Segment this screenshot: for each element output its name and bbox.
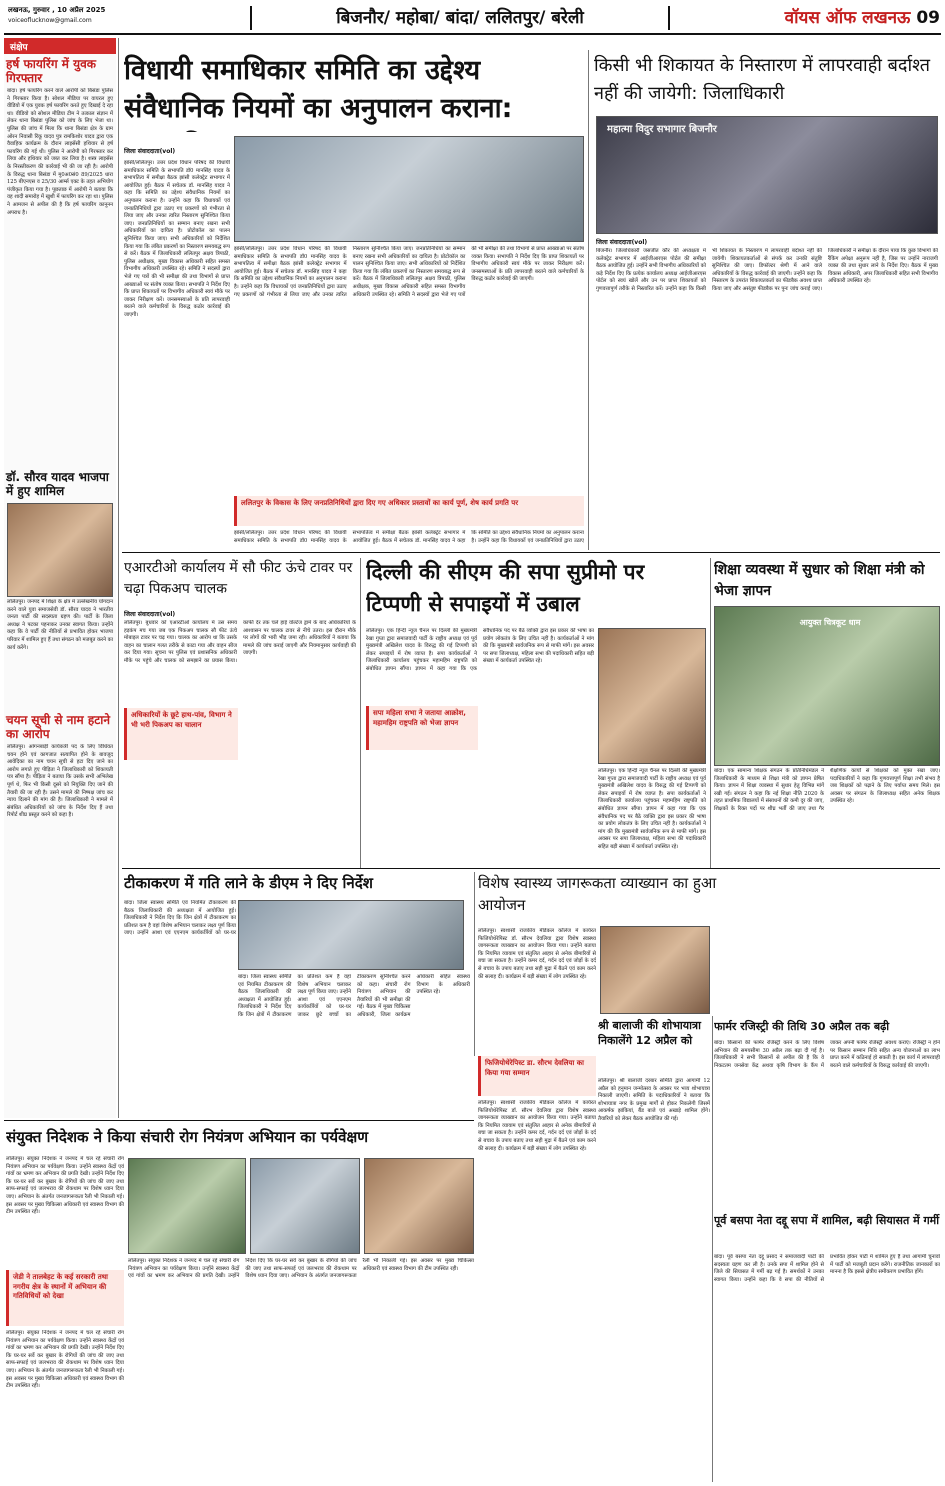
a11-body-lower: ललितपुर। संयुक्त निदेशक ने जनपद में चल रहे संचारी रोग नियंत्रण अभियान का पर्यवेक्षण किया। उन्होंने स्वास्थ्य केंद्रों एवं गांवों का भ्रमण कर अभियान की प्रगति देखी। उन्होंने निर्देश दिए कि घर-घर सर्वे कर बुखार के रोगियों की जांच की जाए तथा साफ-सफाई एवं जलभराव की रोकथाम पर विशेष ध्यान दिया जाए। अभियान के अंतर्गत जनजागरूकता रैली भी निकाली गई। इस अवसर पर मुख्य चिकित्सा अधिकारी एवं स्वास्थ्य विभाग की टीम उपस्थित रही। xyxy=(6,1330,124,1390)
a1-body-left: झांसी/ललितपुर। उत्तर प्रदेश विधान परिषद की विधायी समाधिकार समिति के सभापति डॉ0 मानसिंह यादव के सभापतित्व में समीक्षा बैठक झांसी कलेक्ट्रेट सभागार में आयोजित हुई। बैठक में सचेतक डॉ. मानसिंह यादव ने कहा कि समिति का उद्देश्य संवैधानिक नियमों का अनुपालन कराना है। उन्होंने कहा कि विधायकों एवं जनप्रतिनिधियों द्वारा उठाए गए प्रकरणों को गंभीरता से लिया जाए और उनका त्वरित निस्तारण सुनिश्चित किया जाए। जनप्रतिनिधियों का सम्मान बनाए रखना सभी अधिकारियों का दायित्व है। प्रोटोकॉल का पालन सुनिश्चित किया जाए। सभी अधिकारियों को निर्देशित किया गया कि लंबित प्रकरणों का निस्तारण समयबद्ध रूप से करें। बैठक में जिलाधिकारी ललितपुर अक्षय त्रिपाठी, पुलिस अधीक्षक, मुख्य विकास अधिकारी सहित समस्त विभागीय अधिकारी उपस्थित रहे। समिति ने सदस्यों द्वारा भेजे गए पत्रों की भी समीक्षा की तथा विभागों से प्राप्त आख्याओं पर संतोष व्यक्त किया। सभापति ने निर्देश दिए कि प्राप्त शिकायतों पर विभागीय अधिकारी स्वयं मौके पर जाकर निरीक्षण करें। जनसमस्याओं के प्रति लापरवाही बरतने वाले कर्मचारियों के विरुद्ध कठोर कार्रवाई की जाएगी। xyxy=(124,160,230,318)
a4-body: ललितपुर। एक हिन्दी न्यूज चैनल पर दिल्ली की मुख्यमंत्री रेखा गुप्ता द्वारा समाजवादी पार्टी के राष्ट्रीय अध्यक्ष एवं पूर्व मुख्यमंत्री अखिलेश यादव के विरुद्ध की गई टिप्पणी को लेकर सपाइयों में रोष व्याप्त है। सपा कार्यकर्ताओं ने जिलाधिकारी कार्यालय पहुंचकर महामहिम राष्ट्रपति को संबोधित ज्ञापन सौंपा। ज्ञापन में कहा गया कि एक संवैधानिक पद पर बैठे व्यक्ति द्वारा इस प्रकार की भाषा का प्रयोग लोकतंत्र के लिए उचित नहीं है। कार्यकर्ताओं ने मांग की कि मुख्यमंत्री सार्वजनिक रूप से माफी मांगें। इस अवसर पर सपा जिलाध्यक्ष, महिला सभा की पदाधिकारी सहित बड़ी संख्या में कार्यकर्ता उपस्थित रहे। xyxy=(366,628,594,672)
a11-photo-1 xyxy=(128,1158,246,1254)
a11-photo-2 xyxy=(250,1158,360,1254)
header-rule xyxy=(4,33,941,35)
header-districts: बिजनौर/ महोबा/ बांदा/ ललितपुर/ बरेली xyxy=(250,6,670,30)
a3-byline: जिला संवाददाता(vol) xyxy=(124,611,176,618)
a1-headline: विधायी समाधिकार समिति का उद्देश्य संवैधानिक नियमों का अनुपालन कराना: xyxy=(124,55,513,124)
a11-body-left: ललितपुर। संयुक्त निदेशक ने जनपद में चल रहे संचारी रोग नियंत्रण अभियान का पर्यवेक्षण किया। उन्होंने स्वास्थ्य केंद्रों एवं गांवों का भ्रमण कर अभियान की प्रगति देखी। उन्होंने निर्देश दिए कि घर-घर सर्वे कर बुखार के रोगियों की जांच की जाए तथा साफ-सफाई एवं जलभराव की रोकथाम पर विशेष ध्यान दिया जाए। अभियान के अंतर्गत जनजागरूकता रैली भी निकाली गई। इस अवसर पर मुख्य चिकित्सा अधिकारी एवं स्वास्थ्य विभाग की टीम उपस्थित रही। xyxy=(6,1156,124,1216)
brief-3-headline: चयन सूची से नाम हटाने का आरोप xyxy=(6,713,111,741)
a6-photo xyxy=(238,900,464,970)
brief-1-body: बांदा। हर्ष फायरिंग करने वाले आरोपी को बिसंडा पुलिस ने गिरफ्तार किया है। सोशल मीडिया पर वायरल हुए वीडियो में एक युवक हर्ष फायरिंग करते हुए दिखाई दे रहा था। वीडियो को सोशल मीडिया टीम ने तत्काल संज्ञान में लेकर थाना बिसंडा पुलिस को जांच के लिए भेजा था। पुलिस की जांच में मिला कि थाना बिसंडा क्षेत्र के ग्राम ओरन निवासी रिंकू यादव पुत्र रामकिशोर यादव द्वारा एक वैवाहिक कार्यक्रम के दौरान लाइसेंसी हथियार से हर्ष फायरिंग की गई थी। पुलिस ने आरोपी को गिरफ्तार कर लिया और हथियार को जब्त कर लिया है। शस्त्र लाइसेंस के निरस्तीकरण की कार्रवाई भी की जा रही है। आरोपी के विरुद्ध थाना बिसंडा में मु0अ0सं0 89/2025 धारा 125 बीएनएस व 25/30 आर्म्स एक्ट के तहत अभियोग पंजीकृत किया गया है। पूछताछ में आरोपी ने बताया कि वह शादी समारोह में खुशी में फायरिंग कर रहा था। पुलिस ने आमजन से अपील की है कि हर्ष फायरिंग कानूनन अपराध है। xyxy=(7,88,113,216)
brief-1-headline: हर्ष फायरिंग में युवक गिरफ्तार xyxy=(6,57,96,85)
brief-2-headline: डॉ. सौरव यादव भाजपा में हुए शामिल xyxy=(6,470,109,498)
a11-headline: संयुक्त निदेशक ने किया संचारी रोग नियंत्रण अभियान का पर्यवेक्षण xyxy=(6,1128,369,1146)
right-divider xyxy=(712,1016,713,1482)
a3-pull-quote: अधिकारियों के छूटे हाथ-पांव, विभाग ने भी भरी पिकअप का चालान xyxy=(124,708,238,760)
a9-body: बांदा। किसानों की फार्मर रजिस्ट्री करने के लिए विशेष अभियान की समयसीमा 30 अप्रैल तक बढ़ा दी गई है। जिलाधिकारी ने सभी किसानों से अपील की है कि वे निकटतम जनसेवा केंद्र अथवा कृषि विभाग के कैंप में जाकर अपनी फार्मर रजिस्ट्री अवश्य कराएं। रजिस्ट्री न होने पर किसान सम्मान निधि सहित अन्य योजनाओं का लाभ प्राप्त करने में कठिनाई हो सकती है। इस कार्य में लापरवाही बरतने वाले कर्मचारियों के विरुद्ध कार्रवाई की जाएगी। xyxy=(714,1040,940,1069)
a1-photo xyxy=(234,136,584,242)
a9-headline: फार्मर रजिस्ट्री की तिथि 30 अप्रैल तक बढ़ी xyxy=(714,1020,890,1033)
row-rule-2 xyxy=(122,868,940,869)
a4-pull-quote: सपा महिला सभा ने जताया आक्रोश, महामहिम राष्ट्रपति को भेजा ज्ञापन xyxy=(366,706,478,750)
a8-headline: श्री बालाजी की शोभायात्रा निकालेंगे 12 अप्रैल को xyxy=(598,1019,701,1047)
a6-headline: टीकाकरण में गति लाने के डीएम ने दिए निर्देश xyxy=(124,874,373,892)
a1-body-lower: झांसी/ललितपुर। उत्तर प्रदेश विधान परिषद की विधायी समाधिकार समिति के सभापति डॉ0 मानसिंह यादव के सभापतित्व में समीक्षा बैठक झांसी कलेक्ट्रेट सभागार में आयोजित हुई। बैठक में सचेतक डॉ. मानसिंह यादव ने कहा कि समिति का उद्देश्य संवैधानिक नियमों का अनुपालन कराना है। उन्होंने कहा कि विधायकों एवं जनप्रतिनिधियों द्वारा उठाए xyxy=(234,530,584,544)
masthead-title: वॉयस ऑफ लखनऊ xyxy=(784,8,911,28)
a2-body: बिजनौर। जिलाधिकारी जसजीत कौर की अध्यक्षता में कलेक्ट्रेट सभागार में आईजीआरएस पोर्टल की समीक्षा बैठक आयोजित हुई। उन्होंने सभी विभागीय अधिकारियों को कड़े निर्देश दिए कि प्रत्येक कार्यालय अध्यक्ष आईजीआरएस पोर्टल को स्वयं खोलें और उन पर प्राप्त शिकायतों को गुणवत्तापूर्ण तरीके से निस्तारित करें। उन्होंने कहा कि किसी भी शिकायत के निस्तारण में लापरवाही बर्दाश्त नहीं की जायेगी। शिकायतकर्ताओं से संपर्क कर उनकी संतुष्टि सुनिश्चित की जाए। डिफॉल्टर श्रेणी में आने वाले अधिकारियों के विरुद्ध कार्रवाई की जाएगी। उन्होंने कहा कि निस्तारण के उपरांत शिकायतकर्ता का फीडबैक अवश्य प्राप्त किया जाए और असंतुष्ट फीडबैक पर पुनः जांच कराई जाए। जिलाधिकारी ने समीक्षा के दौरान पाया कि कुछ विभागों की रैंकिंग अपेक्षा अनुरूप नहीं है, जिस पर उन्होंने नाराजगी व्यक्त की तथा सुधार लाने के निर्देश दिए। बैठक में मुख्य विकास अधिकारी, अपर जिलाधिकारी सहित सभी विभागीय अधिकारी उपस्थित रहे। xyxy=(596,248,938,292)
header-email: voiceoflucknow@gmail.com xyxy=(8,17,92,24)
a4-photo xyxy=(598,628,706,764)
a4-headline: दिल्ली की सीएम की सपा सुप्रीमो पर टिप्पणी से सपाइयों में उबाल xyxy=(366,560,645,616)
a2-headline: किसी भी शिकायत के निस्तारण में लापरवाही बर्दाश्त नहीं की जायेगी: जिलाधिकारी xyxy=(594,55,931,104)
a4-body-side: ललितपुर। एक हिन्दी न्यूज चैनल पर दिल्ली की मुख्यमंत्री रेखा गुप्ता द्वारा समाजवादी पार्टी के राष्ट्रीय अध्यक्ष एवं पूर्व मुख्यमंत्री अखिलेश यादव के विरुद्ध की गई टिप्पणी को लेकर सपाइयों में रोष व्याप्त है। सपा कार्यकर्ताओं ने जिलाधिकारी कार्यालय पहुंचकर महामहिम राष्ट्रपति को संबोधित ज्ञापन सौंपा। ज्ञापन में कहा गया कि एक संवैधानिक पद पर बैठे व्यक्ति द्वारा इस प्रकार की भाषा का प्रयोग लोकतंत्र के लिए उचित नहीं है। कार्यकर्ताओं ने मांग की कि मुख्यमंत्री सार्वजनिक रूप से माफी मांगें। इस अवसर पर सपा जिलाध्यक्ष, महिला सभा की पदाधिकारी सहित बड़ी संख्या में कार्यकर्ता उपस्थित रहे। xyxy=(598,768,706,850)
page-number: 09 xyxy=(916,8,940,28)
a3-headline: एआरटीओ कार्यालय में सौ फीट ऊंचे टावर पर चढ़ा पिकअप चालक xyxy=(124,560,353,597)
a2-byline: जिला संवाददाता(vol) xyxy=(596,239,648,246)
a11-pull-quote: जेडी ने तालबेहट के कई सरकारी तथा नगरीय क्षेत्र के स्थानों में अभियान की गतिविधियों को देखा xyxy=(6,1270,124,1326)
a6-body: बांदा। जिला स्वास्थ्य समिति एवं नियमित टीकाकरण की बैठक जिलाधिकारी की अध्यक्षता में आयोजित हुई। जिलाधिकारी ने निर्देश दिए कि जिन क्षेत्रों में टीकाकरण का प्रतिशत कम है वहां विशेष अभियान चलाकर लक्ष्य पूर्ण किया जाए। उन्होंने आशा एवं एएनएम कार्यकर्त्रियों को घर-घर जाकर छूटे बच्चों का टीकाकरण सुनिश्चित करने को कहा। संचारी रोग नियंत्रण अभियान की तैयारियों की भी समीक्षा की गई। बैठक में मुख्य चिकित्सा अधिकारी, जिला कार्यक्रम अधिकारी सहित स्वास्थ्य विभाग के अधिकारी उपस्थित रहे। xyxy=(238,974,470,1018)
sidebar-column xyxy=(4,38,116,1118)
a1-byline: जिला संवाददाता(vol) xyxy=(124,148,176,155)
a7-pull-quote: फिजियोथेरेपिस्ट डा. सौरभ देवलिया का किया गया सम्मान xyxy=(478,1056,596,1096)
brief-2-body: ललितपुर। जनपद में शिक्षा के क्षेत्र में उल्लेखनीय योगदान करने वाले युवा समाजसेवी डॉ. सौरव यादव ने भारतीय जनता पार्टी की सदस्यता ग्रहण की। पार्टी के जिला अध्यक्ष ने पटका पहनाकर उनका स्वागत किया। उन्होंने कहा कि वे पार्टी की नीतियों से प्रभावित होकर भाजपा परिवार में शामिल हुए हैं तथा संगठन को मजबूत करने का कार्य करेंगे। xyxy=(7,599,114,651)
brief-3-body: ललितपुर। आंगनबाड़ी कार्यकर्त्री पद के लिए विधिवत चयन होने एवं कागजात सत्यापित होने के बावजूद आवेदिका का नाम चयन सूची से हटा दिए जाने का आरोप लगाते हुए पीड़िता ने जिलाधिकारी को शिकायती पत्र सौंपा है। पीड़िता ने बताया कि उसके सभी अभिलेख पूर्ण थे, फिर भी किसी दूसरे को नियुक्ति दिए जाने की तैयारी की जा रही है। उसने मामले की निष्पक्ष जांच कर न्याय दिलाने की मांग की है। जिलाधिकारी ने मामले में संबंधित अधिकारियों को जांच के निर्देश दिए हैं तथा रिपोर्ट शीघ्र प्रस्तुत करने को कहा है। xyxy=(7,744,113,819)
a10-headline: पूर्व बसपा नेता दद्दू सपा में शामिल, बढ़ी सियासत में गर्मी xyxy=(714,1214,940,1227)
a1-body: झांसी/ललितपुर। उत्तर प्रदेश विधान परिषद की विधायी समाधिकार समिति के सभापति डॉ0 मानसिंह यादव के सभापतित्व में समीक्षा बैठक झांसी कलेक्ट्रेट सभागार में आयोजित हुई। बैठक में सचेतक डॉ. मानसिंह यादव ने कहा कि समिति का उद्देश्य संवैधानिक नियमों का अनुपालन कराना है। उन्होंने कहा कि विधायकों एवं जनप्रतिनिधियों द्वारा उठाए गए प्रकरणों को गंभीरता से लिया जाए और उनका त्वरित निस्तारण सुनिश्चित किया जाए। जनप्रतिनिधियों का सम्मान बनाए रखना सभी अधिकारियों का दायित्व है। प्रोटोकॉल का पालन सुनिश्चित किया जाए। सभी अधिकारियों को निर्देशित किया गया कि लंबित प्रकरणों का निस्तारण समयबद्ध रूप से करें। बैठक में जिलाधिकारी ललितपुर अक्षय त्रिपाठी, पुलिस अधीक्षक, मुख्य विकास अधिकारी सहित समस्त विभागीय अधिकारी उपस्थित रहे। समिति ने सदस्यों द्वारा भेजे गए पत्रों की भी समीक्षा की तथा विभागों से प्राप्त आख्याओं पर संतोष व्यक्त किया। सभापति ने निर्देश दिए कि प्राप्त शिकायतों पर विभागीय अधिकारी स्वयं मौके पर जाकर निरीक्षण करें। जनसमस्याओं के प्रति लापरवाही बरतने वाले कर्मचारियों के विरुद्ध कठोर कार्रवाई की जाएगी। xyxy=(234,246,584,298)
a7-body-lower: ललितपुर। स्वशासी राजकीय मेडिकल कॉलेज में कार्यरत फिजियोथेरेपिस्ट डॉ. सौरभ देवलिया द्वारा विशेष स्वास्थ्य जागरूकता व्याख्यान का आयोजन किया गया। उन्होंने बताया कि नियमित व्यायाम एवं संतुलित आहार से अनेक बीमारियों से बचा जा सकता है। उन्होंने कमर दर्द, गर्दन दर्द एवं जोड़ों के दर्द से बचाव के उपाय बताए तथा सही मुद्रा में बैठने एवं काम करने की सलाह दी। कार्यक्रम में बड़ी संख्या में लोग उपस्थित रहे। xyxy=(478,1100,596,1152)
a5-body: बांदा। एक सामान्य शिक्षक संगठन के प्रतिनिधिमंडल ने जिलाधिकारी के माध्यम से शिक्षा मंत्री को ज्ञापन प्रेषित किया। ज्ञापन में शिक्षा व्यवस्था में सुधार हेतु विभिन्न मांगें रखी गईं। संगठन ने कहा कि नई शिक्षा नीति 2020 के तहत प्राथमिक विद्यालयों में संसाधनों की कमी दूर की जाए, शिक्षकों के रिक्त पदों पर शीघ्र भर्ती की जाए तथा गैर शैक्षणिक कार्यों से शिक्षकों को मुक्त रखा जाए। पदाधिकारियों ने कहा कि गुणवत्तापूर्ण शिक्षा तभी संभव है जब शिक्षकों को पढ़ाने के लिए पर्याप्त समय मिले। इस अवसर पर संगठन के जिलाध्यक्ष सहित अनेक शिक्षक उपस्थित रहे। xyxy=(714,768,940,812)
brief-2-photo xyxy=(7,503,113,597)
a3-divider xyxy=(360,558,361,868)
a2-photo-banner: महात्मा विदुर सभागार बिजनौर xyxy=(607,124,717,135)
a7-body: ललितपुर। स्वशासी राजकीय मेडिकल कॉलेज में कार्यरत फिजियोथेरेपिस्ट डॉ. सौरभ देवलिया द्वारा विशेष स्वास्थ्य जागरूकता व्याख्यान का आयोजन किया गया। उन्होंने बताया कि नियमित व्यायाम एवं संतुलित आहार से अनेक बीमारियों से बचा जा सकता है। उन्होंने कमर दर्द, गर्दन दर्द एवं जोड़ों के दर्द से बचाव के उपाय बताए तथा सही मुद्रा में बैठने एवं काम करने की सलाह दी। कार्यक्रम में बड़ी संख्या में लोग उपस्थित रहे। xyxy=(478,928,596,980)
a11-body: ललितपुर। संयुक्त निदेशक ने जनपद में चल रहे संचारी रोग नियंत्रण अभियान का पर्यवेक्षण किया। उन्होंने स्वास्थ्य केंद्रों एवं गांवों का भ्रमण कर अभियान की प्रगति देखी। उन्होंने निर्देश दिए कि घर-घर सर्वे कर बुखार के रोगियों की जांच की जाए तथा साफ-सफाई एवं जलभराव की रोकथाम पर विशेष ध्यान दिया जाए। अभियान के अंतर्गत जनजागरूकता रैली भी निकाली गई। इस अवसर पर मुख्य चिकित्सा अधिकारी एवं स्वास्थ्य विभाग की टीम उपस्थित रही। xyxy=(128,1258,474,1280)
a6-divider xyxy=(474,872,475,1056)
sidebar-divider xyxy=(118,38,119,1118)
header-date: लखनऊ, गुरुवार , 10 अप्रैल 2025 xyxy=(8,6,106,14)
a3-body: ललितपुर। बुधवार को एआरटीओ कार्यालय में उस समय हड़कंप मच गया जब एक पिकअप चालक सौ फीट ऊंचे मोबाइल टावर पर चढ़ गया। चालक का आरोप था कि उसके वाहन का चालान गलत तरीके से काटा गया और वाहन सीज कर दिया गया। सूचना पर पुलिस एवं प्रशासनिक अधिकारी मौके पर पहुंचे और चालक को समझाने का प्रयास किया। काफी देर तक चले हाई वोल्टेज ड्रामे के बाद अधिकारियों के आश्वासन पर चालक टावर से नीचे उतरा। इस दौरान मौके पर लोगों की भारी भीड़ जमा रही। अधिकारियों ने बताया कि मामले की जांच कराई जाएगी और नियमानुसार कार्यवाही की जाएगी। xyxy=(124,620,356,664)
section-label: संक्षेप xyxy=(4,38,116,54)
a7-photo xyxy=(600,926,710,1014)
a5-photo xyxy=(714,606,940,766)
a11-photo-3 xyxy=(364,1158,474,1254)
center-divider xyxy=(588,50,589,550)
masthead xyxy=(755,5,940,31)
a2-photo xyxy=(596,116,938,234)
page-header xyxy=(0,0,945,36)
a5-photo-banner: आयुक्त चित्रकूट धाम xyxy=(799,618,861,627)
a7-headline: विशेष स्वास्थ्य जागरूकता व्याख्यान का हुआ आयोजन xyxy=(478,874,717,914)
a1-pull-quote: ललितपुर के विकास के लिए जनप्रतिनिधियों द्वारा दिए गए अधिकार प्रस्तावों का कार्य पूर्ण, शेष कार्य प्रगति पर xyxy=(234,496,584,526)
row-rule-3 xyxy=(4,1120,474,1121)
a8-body: ललितपुर। श्री बालाजी दरबार समिति द्वारा आगामी 12 अप्रैल को हनुमान जन्मोत्सव के अवसर पर भव्य शोभायात्रा निकाली जाएगी। समिति के पदाधिकारियों ने बताया कि शोभायात्रा नगर के प्रमुख मार्गों से होकर निकलेगी जिसमें आकर्षक झांकियां, बैंड बाजे एवं अखाड़े शामिल होंगे। तैयारियों को लेकर बैठक आयोजित की गई। xyxy=(598,1078,710,1122)
a6-body-left: बांदा। जिला स्वास्थ्य समिति एवं नियमित टीकाकरण की बैठक जिलाधिकारी की अध्यक्षता में आयोजित हुई। जिलाधिकारी ने निर्देश दिए कि जिन क्षेत्रों में टीकाकरण का प्रतिशत कम है वहां विशेष अभियान चलाकर लक्ष्य पूर्ण किया जाए। उन्होंने आशा एवं एएनएम कार्यकर्त्रियों को घर-घर xyxy=(124,900,236,937)
a4-divider xyxy=(710,558,711,868)
a5-headline: शिक्षा व्यवस्था में सुधार को शिक्षा मंत्री को भेजा ज्ञापन xyxy=(714,562,925,599)
a10-body: बांदा। पूर्व बसपा नेता दद्दू प्रसाद ने समाजवादी पार्टी की सदस्यता ग्रहण कर ली है। उनके सपा में शामिल होने से जिले की सियासत में गर्मी बढ़ गई है। समर्थकों ने उनका स्वागत किया। उन्होंने कहा कि वे सपा की नीतियों से प्रभावित होकर पार्टी में शामिल हुए हैं तथा आगामी चुनावों में पार्टी को मजबूती प्रदान करेंगे। राजनीतिक जानकारों का मानना है कि इससे क्षेत्रीय समीकरण प्रभावित होंगे। xyxy=(714,1254,940,1283)
row-rule-1 xyxy=(122,552,940,553)
